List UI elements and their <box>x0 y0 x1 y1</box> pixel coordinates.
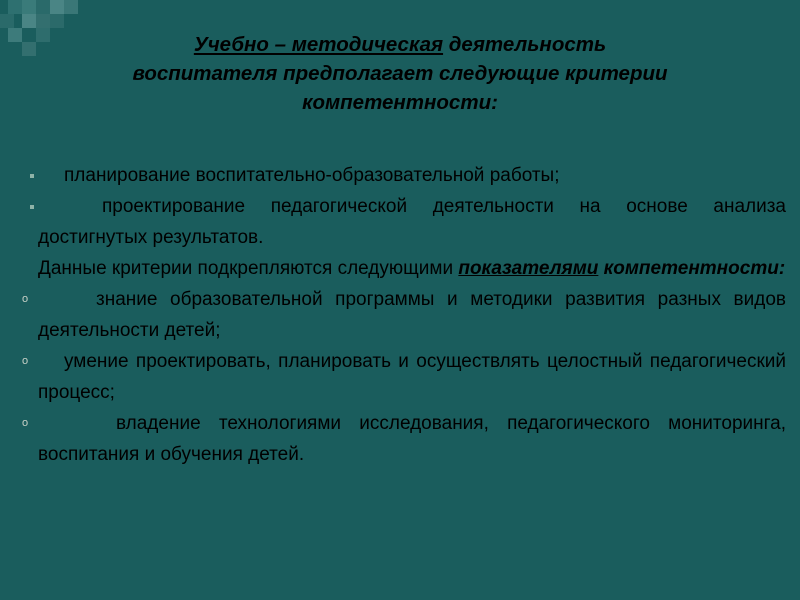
indicator-text: знание образовательной программы и методики развития разных видов деятельности детей; <box>38 289 786 341</box>
title-line-2: воспитателя предполагает следующие критерии <box>132 62 668 85</box>
decor-tile <box>0 14 14 28</box>
circle-bullet-icon: o <box>22 293 29 305</box>
criteria-item <box>28 160 786 191</box>
slide-body <box>22 160 786 470</box>
decor-tile <box>22 14 36 28</box>
title-line-1-rest: деятельность <box>443 33 607 56</box>
indicator-text: владение технологиями исследования, педагогического мониторинга, воспитания и обучения детей. <box>38 413 786 465</box>
decor-tile <box>50 0 64 14</box>
decor-tile <box>36 14 50 28</box>
decor-tile <box>36 0 50 14</box>
slide-title <box>10 30 790 117</box>
indicator-item <box>22 284 786 346</box>
decor-tile <box>22 0 36 14</box>
criteria-item <box>28 191 786 253</box>
criteria-text: планирование воспитательно-образовательной работы; <box>64 165 560 186</box>
indicator-item <box>22 408 786 470</box>
indicator-text: умение проектировать, планировать и осуществлять целостный педагогический процесс; <box>38 351 786 403</box>
indicators-intro <box>28 253 786 284</box>
intro-text: Данные критерии подкрепляются следующими <box>38 258 459 279</box>
intro-emphasis: показателями <box>458 258 599 279</box>
indicator-item <box>22 346 786 408</box>
title-line-1 <box>10 30 790 59</box>
circle-bullet-icon: o <box>22 417 29 429</box>
intro-emphasis-2: компетентности: <box>603 258 786 279</box>
title-underlined: Учебно – методическая <box>193 33 444 56</box>
decor-tile <box>50 14 64 28</box>
title-line-3: компетентности: <box>302 91 498 114</box>
square-bullet-icon <box>30 174 34 178</box>
decor-tile <box>64 0 78 14</box>
circle-bullet-icon: o <box>22 355 29 367</box>
criteria-text: проектирование педагогической деятельности на основе анализа достигнутых результатов. <box>38 196 786 248</box>
square-bullet-icon <box>30 205 34 209</box>
decor-tile <box>8 0 22 14</box>
